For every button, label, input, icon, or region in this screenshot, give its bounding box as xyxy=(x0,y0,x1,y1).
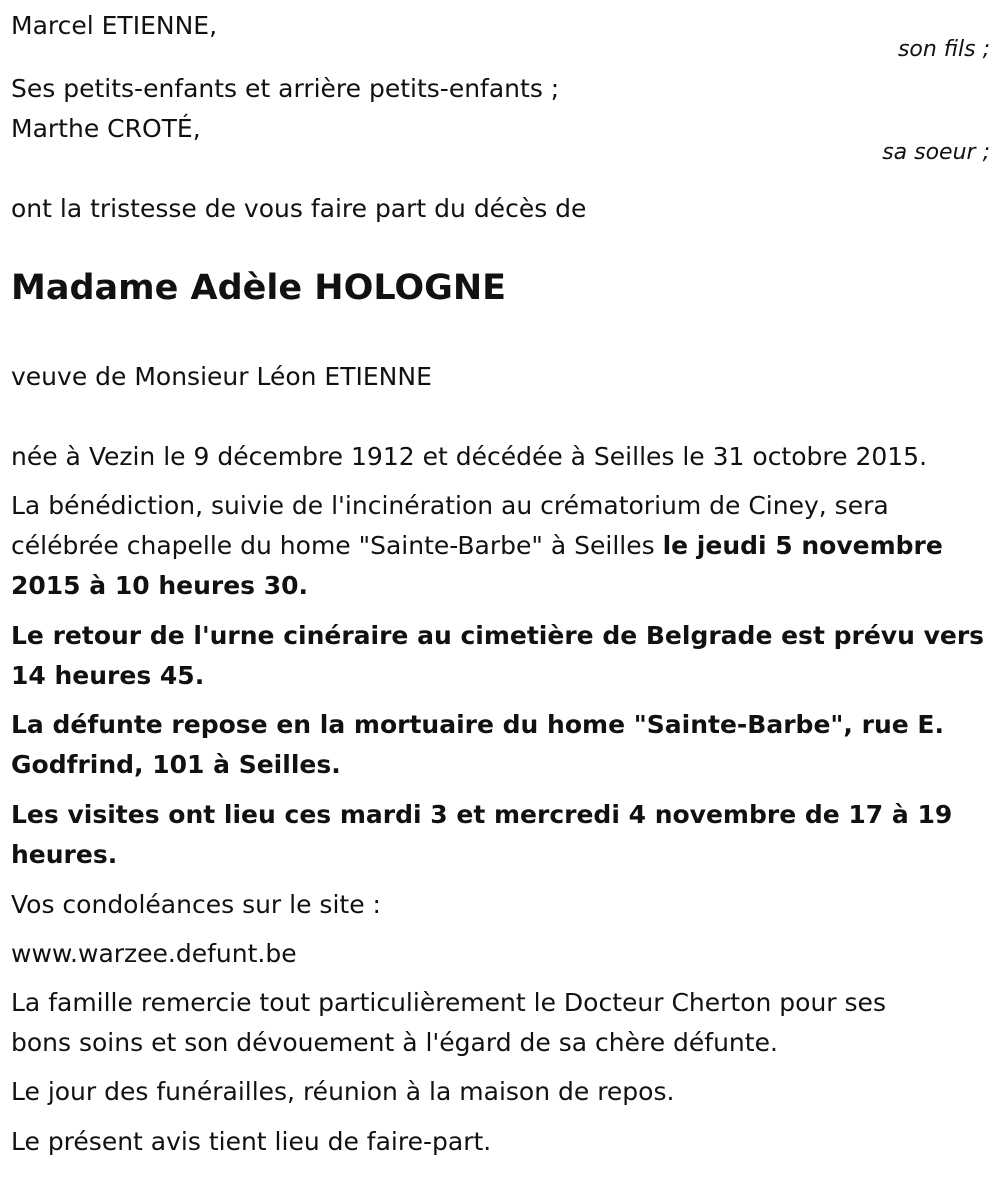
sister-role: sa soeur ; xyxy=(882,140,990,165)
ceremony-line-1: La bénédiction, suivie de l'incinération au crématorium de Ciney, sera xyxy=(11,491,889,520)
ceremony-location: célébrée chapelle du home "Sainte-Barbe" à Seilles xyxy=(11,531,663,560)
thanks-line-1: La famille remercie tout particulièrement le Docteur Cherton pour ses xyxy=(11,988,886,1017)
condolences-website-link[interactable]: www.warzee.defunt.be xyxy=(11,939,297,968)
repose-line-1: La défunte repose en la mortuaire du home "Sainte-Barbe", rue E. xyxy=(11,710,944,739)
urn-return-line-1: Le retour de l'urne cinéraire au cimetière de Belgrade est prévu vers xyxy=(11,621,985,650)
son-role: son fils ; xyxy=(897,37,990,62)
sister-name: Marthe CROTÉ, xyxy=(11,114,201,143)
thanks-line-2: bons soins et son dévouement à l'égard de sa chère défunte. xyxy=(11,1028,778,1057)
ceremony-time: 2015 à 10 heures 30. xyxy=(11,571,309,600)
announcement-text: ont la tristesse de vous faire part du décès de xyxy=(11,194,587,223)
visits-line-1: Les visites ont lieu ces mardi 3 et mercredi 4 novembre de 17 à 19 xyxy=(11,800,953,829)
deceased-name: Madame Adèle HOLOGNE xyxy=(11,268,507,308)
urn-return-line-2: 14 heures 45. xyxy=(11,661,205,690)
ceremony-line-2 xyxy=(11,526,943,566)
grandchildren-line: Ses petits-enfants et arrière petits-enfants ; xyxy=(11,74,560,103)
ceremony-date: le jeudi 5 novembre xyxy=(662,531,943,560)
repose-line-2: Godfrind, 101 à Seilles. xyxy=(11,750,341,779)
condolences-label: Vos condoléances sur le site : xyxy=(11,890,381,919)
funeral-day-line: Le jour des funérailles, réunion à la maison de repos. xyxy=(11,1077,675,1106)
son-name: Marcel ETIENNE, xyxy=(11,11,218,40)
birth-death-line: née à Vezin le 9 décembre 1912 et décédée à Seilles le 31 octobre 2015. xyxy=(11,442,928,471)
closing-line: Le présent avis tient lieu de faire-part. xyxy=(11,1127,492,1156)
visits-line-2: heures. xyxy=(11,840,118,869)
widow-of-line: veuve de Monsieur Léon ETIENNE xyxy=(11,362,432,391)
